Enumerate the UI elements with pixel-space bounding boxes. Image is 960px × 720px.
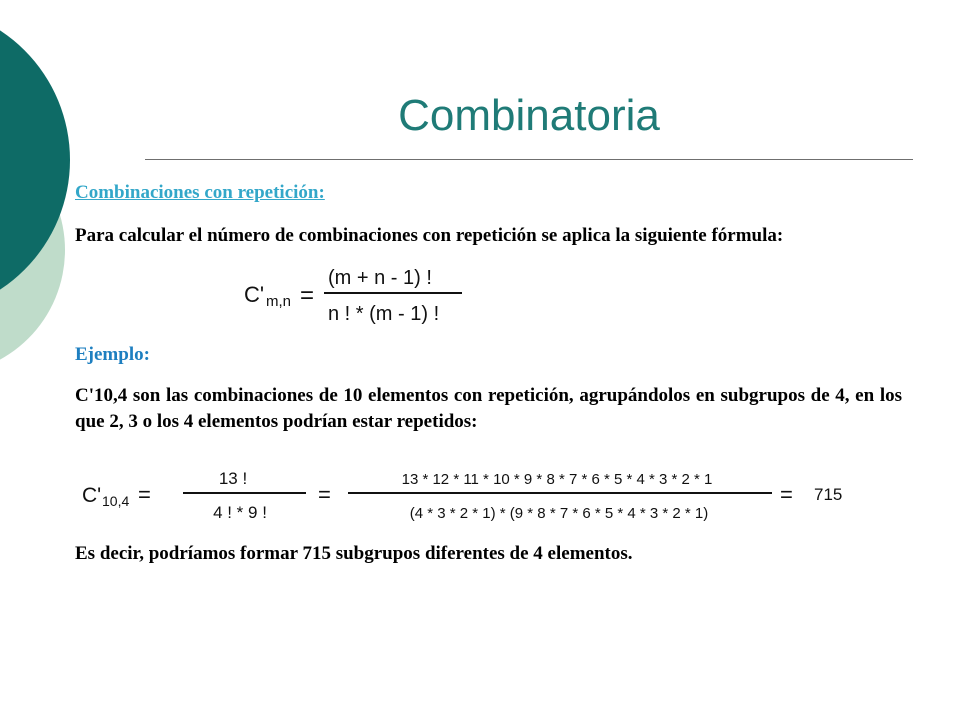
conclusion-paragraph: Es decir, podríamos formar 715 subgrupos diferentes de 4 elementos. xyxy=(75,543,633,564)
title-divider xyxy=(145,159,913,160)
formula-equals: = xyxy=(300,282,315,309)
example-num-1: 13 ! xyxy=(218,469,248,488)
example-result: 715 xyxy=(814,485,843,504)
example-num-2: 13 * 12 * 11 * 10 * 9 * 8 * 7 * 6 * 5 * 4 * 3 * 2 * 1 xyxy=(401,471,713,488)
intro-paragraph: Para calcular el número de combinaciones con repetición se aplica la siguiente fórmula: xyxy=(75,225,784,246)
example-equals-1: = xyxy=(138,482,151,507)
example-den-1: 4 ! * 9 ! xyxy=(213,503,267,522)
example-lhs: C' xyxy=(82,484,102,507)
example-equals-2: = xyxy=(318,482,331,507)
formula-lhs-subscript: m,n xyxy=(266,293,292,310)
example-equals-3: = xyxy=(780,482,793,507)
section-heading[interactable]: Combinaciones con repetición: xyxy=(75,182,325,203)
general-formula xyxy=(240,260,470,330)
example-lhs-subscript: 10,4 xyxy=(102,493,130,509)
slide-title: Combinatoria xyxy=(398,91,660,140)
formula-numerator: (m + n - 1) ! xyxy=(328,267,432,289)
formula-lhs: C' xyxy=(244,282,265,307)
example-paragraph: C'10,4 son las combinaciones de 10 elementos con repetición, agrupándolos en subgrupos de 4, en los que 2, 3 o los 4 elementos podrían estar repetidos: xyxy=(75,385,902,432)
example-heading: Ejemplo: xyxy=(75,344,150,365)
formula-denominator: n ! * (m - 1) ! xyxy=(328,303,440,325)
example-formula xyxy=(78,460,858,528)
example-den-2: (4 * 3 * 2 * 1) * (9 * 8 * 7 * 6 * 5 * 4 * 3 * 2 * 1) xyxy=(409,505,709,522)
